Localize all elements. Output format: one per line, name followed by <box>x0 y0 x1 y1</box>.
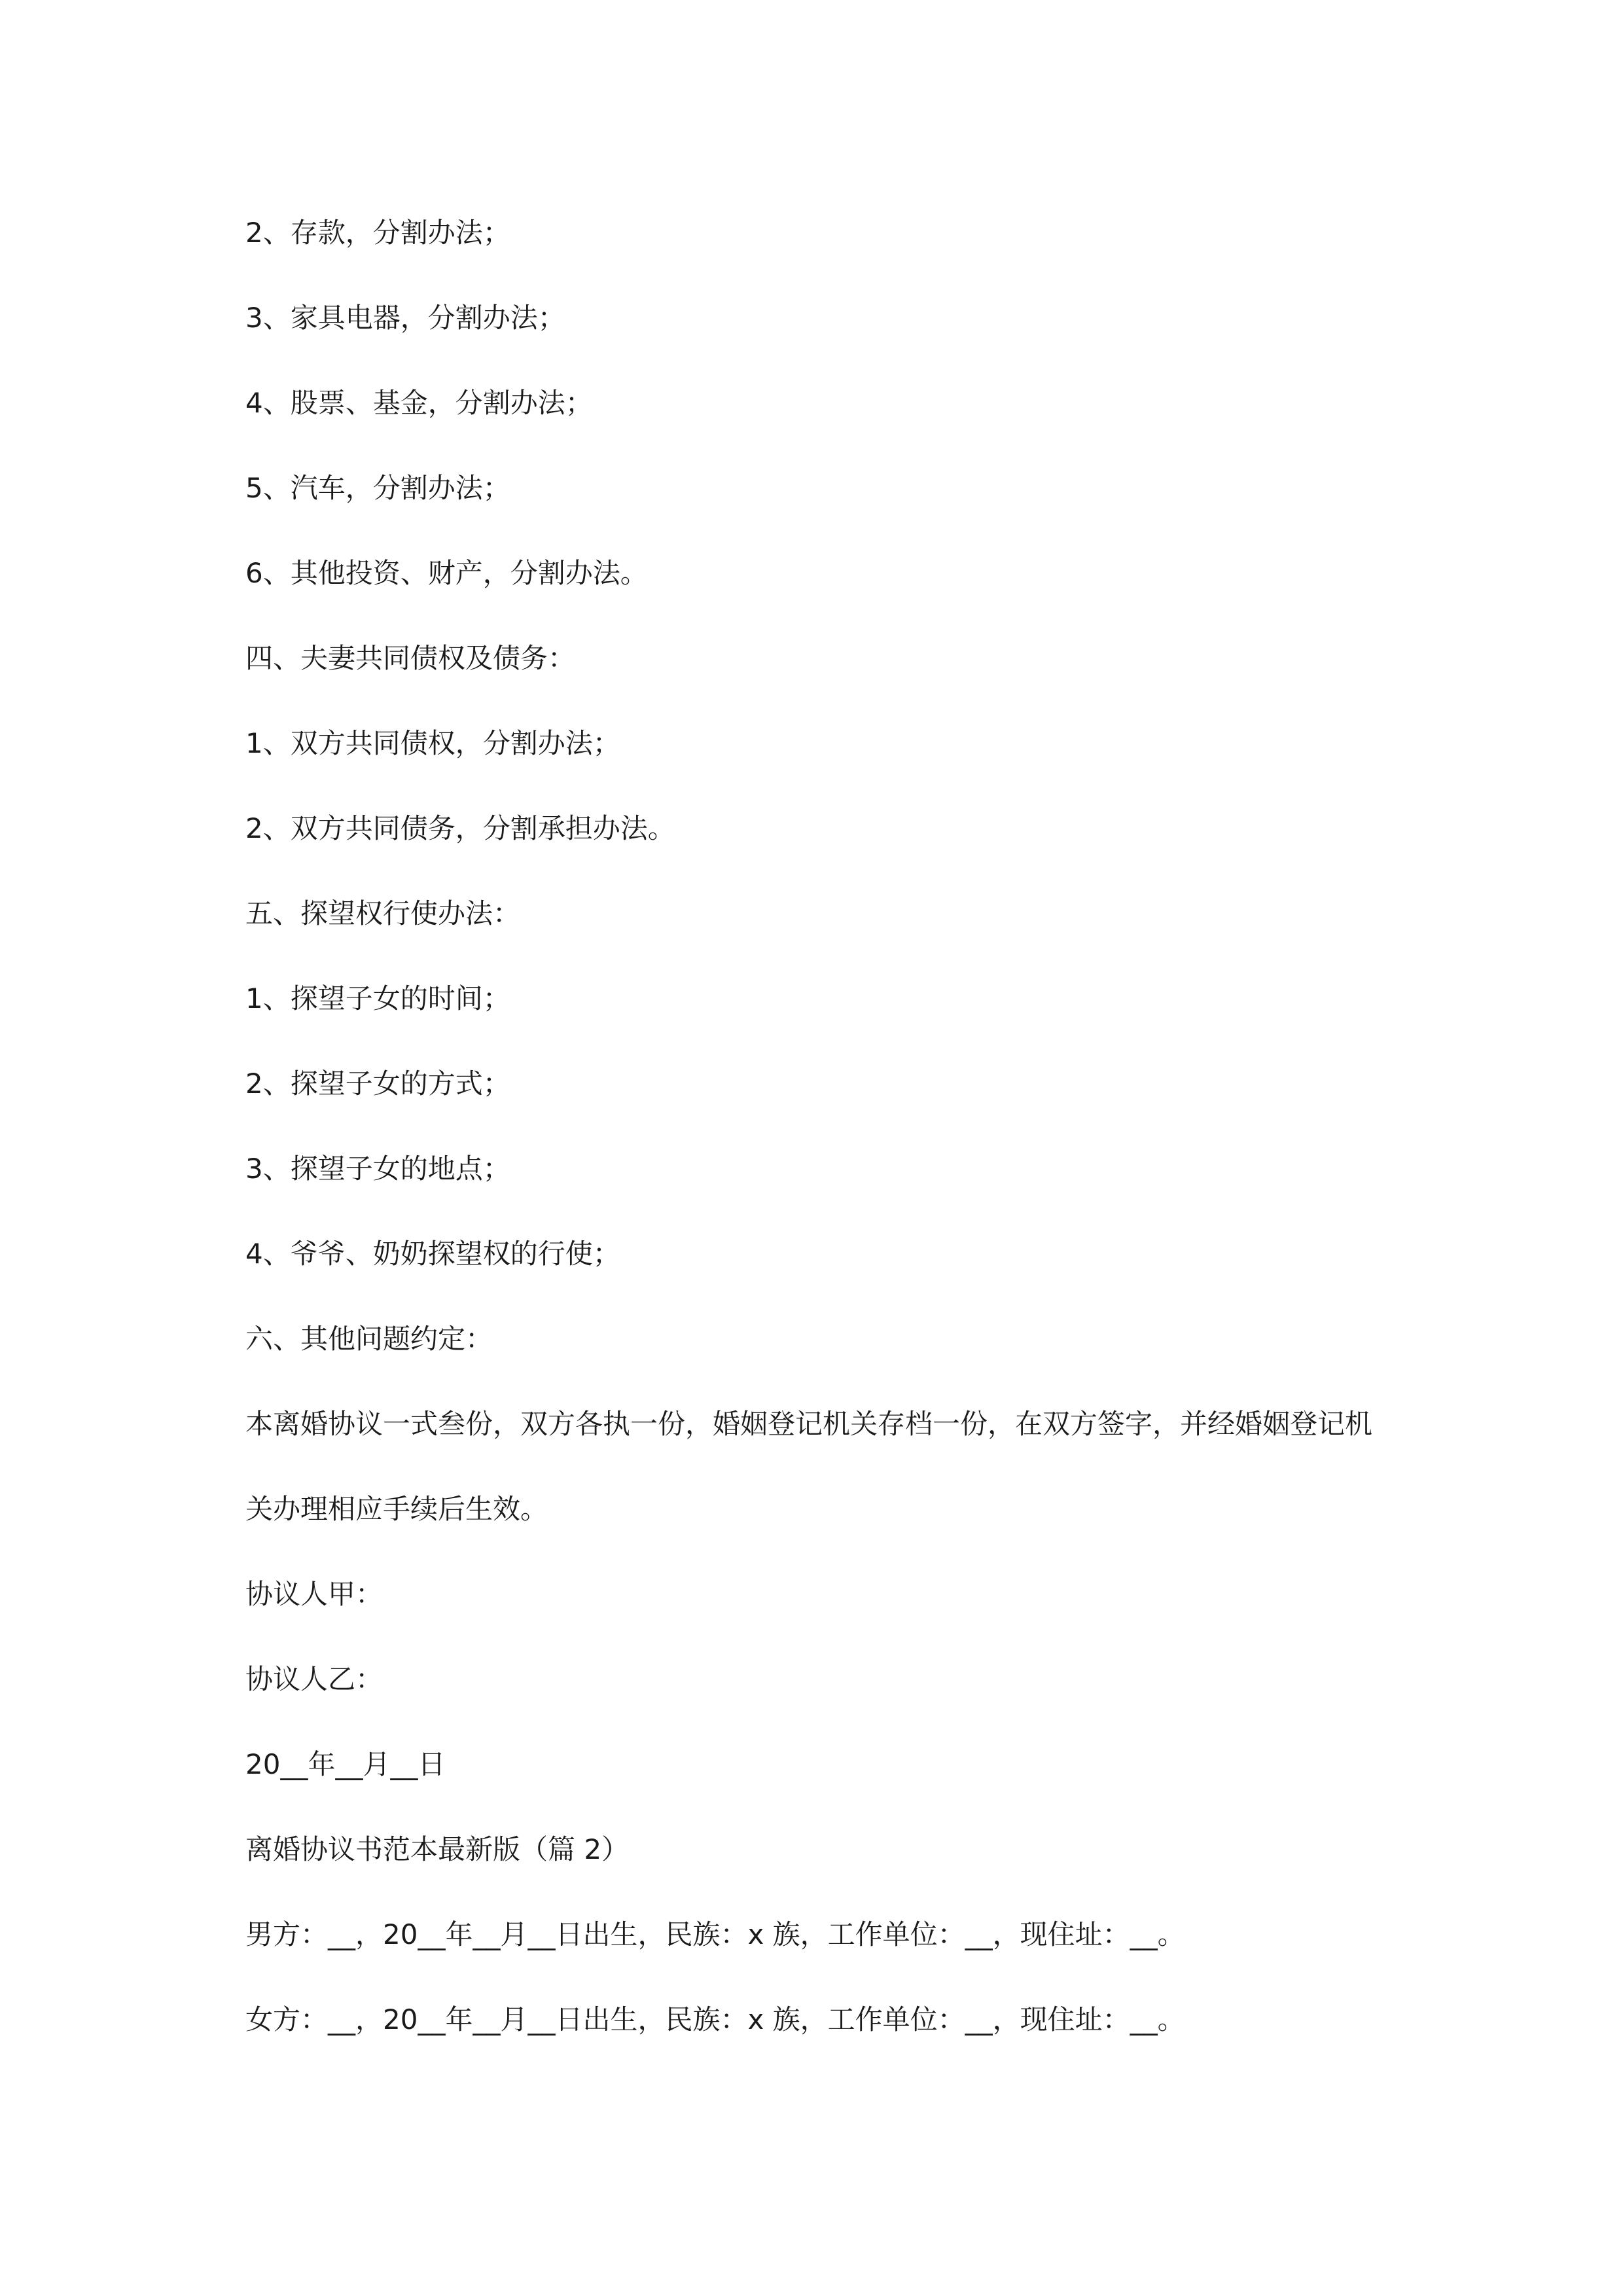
paragraph-visit-method: 2、探望子女的方式； <box>245 1067 510 1100</box>
section-heading-debts: 四、夫妻共同债权及债务： <box>245 642 576 674</box>
paragraph-other-assets: 6、其他投资、财产，分割办法。 <box>245 557 648 589</box>
paragraph-wife-info: 女方：__，20__年__月__日出生，民族：x 族，工作单位：__，现住址：__。 <box>245 2003 1185 2036</box>
paragraph-stocks: 4、股票、基金，分割办法； <box>245 387 593 419</box>
paragraph-agreement-copies: 本离婚协议一式叁份，双方各执一份，婚姻登记机关存档一份，在双方签字，并经婚姻登记机关办理相应手续后生效。 <box>245 1408 1373 1525</box>
section-heading-other-matters: 六、其他问题约定： <box>245 1323 493 1355</box>
document-body <box>245 213 1397 2085</box>
paragraph-shared-credit: 1、双方共同债权，分割办法； <box>245 727 620 759</box>
section-title-part-2: 离婚协议书范本最新版（篇 2） <box>245 1833 630 1865</box>
paragraph-visit-location: 3、探望子女的地点； <box>245 1153 510 1185</box>
signature-date: 20__年__月__日 <box>245 1748 446 1780</box>
paragraph-shared-debt: 2、双方共同债务，分割承担办法。 <box>245 812 675 844</box>
paragraph-car: 5、汽车，分割办法； <box>245 472 510 504</box>
signature-party-b: 协议人乙： <box>245 1663 383 1695</box>
signature-party-a: 协议人甲： <box>245 1578 383 1610</box>
paragraph-visit-time: 1、探望子女的时间； <box>245 982 510 1014</box>
paragraph-furniture: 3、家具电器，分割办法； <box>245 302 565 334</box>
paragraph-husband-info: 男方：__，20__年__月__日出生，民族：x 族，工作单位：__，现住址：__。 <box>245 1918 1185 1950</box>
paragraph-deposit: 2、存款，分割办法； <box>245 217 510 249</box>
paragraph-grandparents-visitation: 4、爷爷、奶奶探望权的行使； <box>245 1238 620 1270</box>
section-heading-visitation: 五、探望权行使办法： <box>245 897 521 929</box>
